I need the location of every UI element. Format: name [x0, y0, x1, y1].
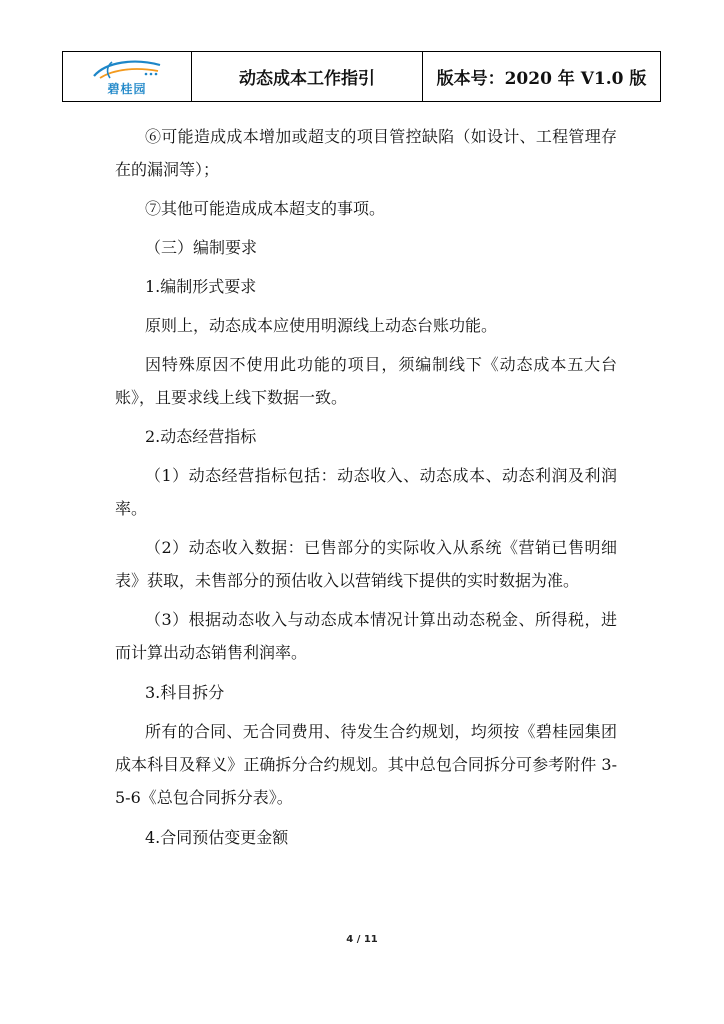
document-header-table [62, 51, 661, 102]
paragraph: ⑦其他可能造成成本超支的事项。 [145, 199, 386, 218]
paragraph: （2）动态收入数据：已售部分的实际收入从系统《营销已售明细表》获取，未售部分的预估收入以营销线下提供的实时数据为准。 [115, 538, 617, 590]
section-heading: （三）编制要求 [145, 238, 258, 257]
paragraph: ⑥可能造成成本增加或超支的项目管控缺陷（如设计、工程管理存在的漏洞等）； [115, 127, 617, 179]
page-number: 4 / 11 [346, 934, 378, 945]
logo-cell [63, 52, 192, 101]
subsection-heading: 3.科目拆分 [145, 683, 225, 702]
company-logo-icon [90, 56, 164, 82]
version-label: 版本号：2020 年 V1.0 版 [436, 69, 647, 89]
logo-text: 碧桂园 [107, 82, 147, 96]
subsection-heading: 2.动态经营指标 [145, 427, 257, 446]
paragraph: 原则上，动态成本应使用明源线上动态台账功能。 [145, 316, 498, 335]
paragraph: （1）动态经营指标包括：动态收入、动态成本、动态利润及利润率。 [115, 466, 617, 518]
paragraph: （3）根据动态收入与动态成本情况计算出动态税金、所得税，进而计算出动态销售利润率。 [115, 610, 617, 662]
subsection-heading: 1.编制形式要求 [145, 277, 257, 296]
subsection-heading: 4.合同预估变更金额 [145, 828, 289, 847]
body-content [115, 120, 617, 854]
paragraph: 因特殊原因不使用此功能的项目，须编制线下《动态成本五大台账》，且要求线上线下数据一致。 [115, 355, 617, 407]
document-title: 动态成本工作指引 [192, 52, 423, 101]
paragraph: 所有的合同、无合同费用、待发生合约规划，均须按《碧桂园集团成本科目及释义》正确拆分合约规划。其中总包合同拆分可参考附件 3-5-6《总包合同拆分表》。 [115, 722, 617, 807]
